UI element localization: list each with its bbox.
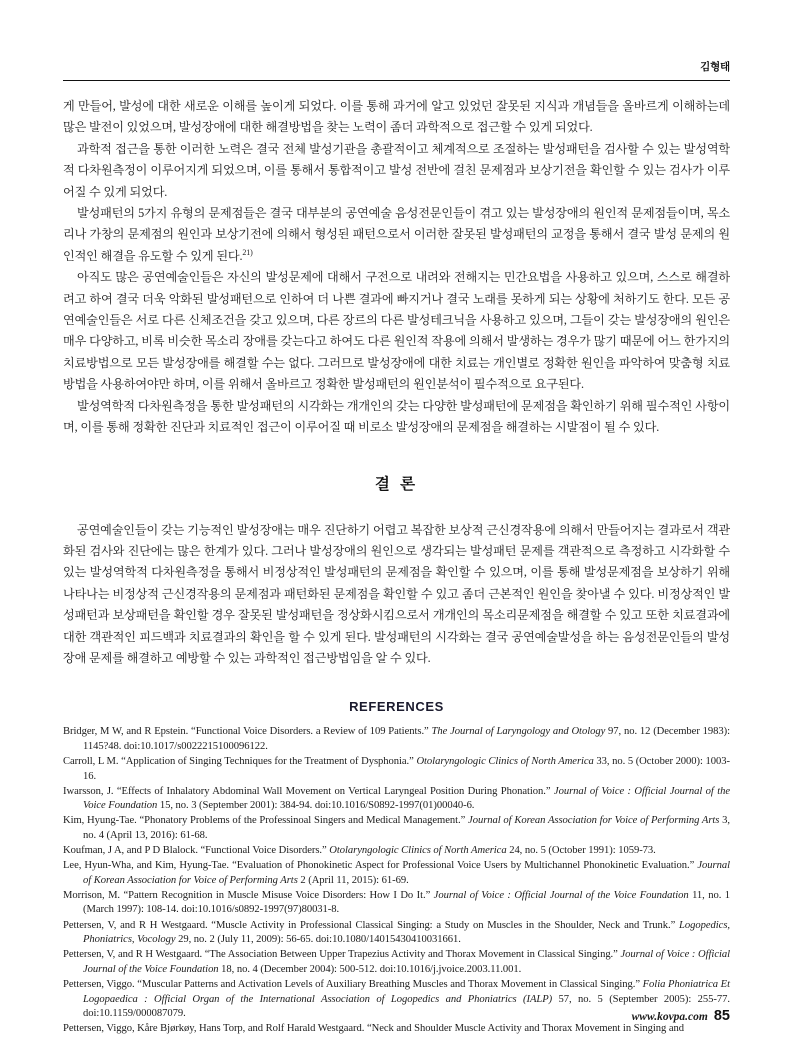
reference-superscript-marker: 21) bbox=[242, 247, 253, 257]
reference-item bbox=[63, 725, 730, 754]
reference-source-title: Otolaryngologic Clinics of North America bbox=[329, 845, 507, 857]
reference-citation-detail: 29, no. 2 (July 11, 2009): 56-65. doi:10.1080/14015430410031661. bbox=[175, 934, 461, 946]
body-paragraph-3-text: 발성패턴의 5가지 유형의 문제점들은 결국 대부분의 공연예술 음성전문인들이 겪고 있는 발성장애의 원인적 문제점들이며, 목소리나 가창의 문제점의 원인과 보상기전에 의해서 형성된 패턴으로서 이러한 잘못된 발성패턴의 교정을 통해서 결국 발성 문제의 원인적인 해결을 유도할 수 있게 된다. bbox=[63, 206, 730, 263]
reference-citation-detail: 97, no. 12 (December 1983): 1145?48. doi:10.1017/s0022215100096122. bbox=[83, 726, 730, 752]
reference-text: Koufman, J A, and P D Blalock. “Functional Voice Disorders.” bbox=[63, 845, 330, 857]
reference-text: Carroll, L M. “Application of Singing Techniques for the Treatment of Dysphonia.” bbox=[63, 756, 417, 768]
footer-website: www.kovpa.com bbox=[631, 1011, 708, 1023]
reference-source-title: Folia Phoniatrica Et Logopaedica : Official Organ of the International Association of Logopedics and Phoniatrics (IALP) bbox=[83, 978, 730, 1005]
reference-citation-detail: 15, no. 3 (September 2001): 384-94. doi:10.1016/S0892-1997(01)00040-6. bbox=[157, 800, 475, 812]
reference-item bbox=[63, 889, 730, 918]
body-paragraph-5: 발성역학적 다차원측정을 통한 발성패턴의 시각화는 개개인의 갖는 다양한 발성패턴에 문제점을 확인하기 위해 필수적인 사항이며, 이를 통해 정확한 진단과 치료적인 접근이 이루어질 때 비로소 발성장애의 문제점을 해결하는 시발점이 될 수 있다. bbox=[63, 398, 730, 435]
reference-text: Kim, Hyung-Tae. “Phonatory Problems of the Professinoal Singers and Medical Management.” bbox=[63, 815, 469, 827]
reference-item bbox=[63, 978, 730, 1022]
reference-item bbox=[63, 844, 730, 859]
reference-item bbox=[63, 919, 730, 948]
reference-source-title: The Journal of Laryngology and Otology bbox=[431, 726, 606, 738]
running-head bbox=[63, 60, 730, 84]
reference-text: Pettersen, V, and R H Westgaard. “The Association Between Upper Trapezius Activity and Thorax Movement in Classical Singing.” bbox=[63, 949, 621, 961]
reference-list bbox=[63, 725, 730, 1036]
reference-source-title: Logopedics, Phoniatrics, Vocology bbox=[83, 919, 730, 946]
conclusion-paragraph: 공연예술인들이 갖는 기능적인 발성장애는 매우 진단하기 어렵고 복잡한 보상적 근신경작용에 의해서 만들어지는 결과로서 객관화된 검사와 진단에는 많은 한계가 있다. 그러나 발성장애의 원인으로 생각되는 발성패턴 문제를 객관적으로 측정하고 시각화할 수 있는 발성역학적 다차원측정을 통해서 비정상적인 발성패턴의 문제점을 확인할 수 있으며, 이를 통해 발성문제점을 보상하기 위해 나타나는 비정상적 근신경작용의 문제점과 패턴화된 문제점을 확인할 수 있고 좀더 근본적인 원인을 찾아낼 수 있다. 비정상적인 발성패턴과 보상패턴을 확인할 경우 잘못된 발성패턴을 정상화시킴으로서 개개인의 목소리문제점을 해결할 수 있고 또한 치료결과에 대한 객관적인 피드백과 치료결과의 확인을 할 수 있게 된다. 발성패턴의 시각화는 결국 공연예술발성을 하는 음성전문인들의 발성장애 문제를 해결하고 예방할 수 있는 과학적인 접근방법임을 알 수 있다. bbox=[63, 522, 730, 665]
body-paragraph-1: 게 만들어, 발성에 대한 새로운 이해를 높이게 되었다. 이를 통해 과거에 알고 있었던 잘못된 지식과 개념들을 올바르게 이해하는데 많은 발전이 있었으며, 발성장애에 대한 해결방법을 찾는 노력이 좀더 과학적으로 접근할 수 있게 되었다. bbox=[63, 99, 730, 135]
body-paragraph-3 bbox=[63, 203, 730, 267]
reference-text: Bridger, M W, and R Epstein. “Functional Voice Disorders. a Review of 109 Patients.” bbox=[63, 726, 432, 738]
reference-citation-detail: 18, no. 4 (December 2004): 500-512. doi:10.1016/j.jvoice.2003.11.001. bbox=[218, 963, 522, 975]
reference-citation-detail: 11, no. 1 (March 1997): 108-14. doi:10.1016/s0892-1997(97)80031-8. bbox=[83, 889, 730, 916]
footer-page-number: 85 bbox=[713, 1008, 730, 1024]
reference-text: Morrison, M. “Pattern Recognition in Muscle Misuse Voice Disorders: How I Do It.” bbox=[63, 889, 434, 901]
references-heading: REFERENCES bbox=[349, 699, 444, 715]
reference-item bbox=[63, 1022, 730, 1037]
reference-citation-detail: 33, no. 5 (October 2000): 1003-16. bbox=[83, 756, 731, 782]
reference-text: Pettersen, Viggo, Kåre Bjørkøy, Hans Torp, and Rolf Harald Westgaard. “Neck and Shoulder Muscle Activity and Thorax Movement in Singing and bbox=[63, 1023, 685, 1035]
reference-citation-detail: 57, no. 5 (September 2005): 255-77. doi:10.1159/000087079. bbox=[83, 993, 730, 1020]
reference-text: Iwarsson, J. “Effects of Inhalatory Abdominal Wall Movement on Vertical Laryngeal Position During Phonation.” bbox=[63, 785, 554, 797]
reference-text: Pettersen, V, and R H Westgaard. “Muscle Activity in Professional Classical Singing: a Study on Muscles in the Shoulder, Neck and Trunk.” bbox=[63, 919, 680, 931]
reference-text: Lee, Hyun-Wha, and Kim, Hyung-Tae. “Evaluation of Phonokinetic Aspect for Professional Voice Users by Multichannel Phonokinetic Evaluation.” bbox=[63, 860, 698, 872]
conclusion-heading: 결 론 bbox=[374, 475, 419, 493]
reference-citation-detail: 24, no. 5 (October 1991): 1059-73. bbox=[506, 845, 656, 857]
reference-item bbox=[63, 785, 730, 814]
reference-citation-detail: 3, no. 4 (April 13, 2016): 61-68. bbox=[83, 815, 731, 841]
reference-item bbox=[63, 755, 730, 784]
running-head-author: 김형태 bbox=[700, 61, 730, 73]
page-footer bbox=[632, 1008, 730, 1024]
reference-item bbox=[63, 859, 730, 888]
reference-source-title: Journal of Voice : Official Journal of the Voice Foundation bbox=[433, 889, 689, 901]
body-paragraph-4: 아직도 많은 공연예술인들은 자신의 발성문제에 대해서 구전으로 내려와 전해지는 민간요법을 사용하고 있으며, 스스로 해결하려고 하여 결국 더욱 악화된 발성패턴으로 인하여 더 나쁜 결과에 빠지거나 결국 노래를 못하게 되는 상황에 처하기도 한다. 모든 공연예술인들은 서로 다른 신체조건을 갖고 있으며, 다른 장르의 다른 발성테크닉을 사용하고 있으며, 그들이 갖는 발성장애의 원인은 매우 다양하고, 비록 비슷한 목소리 장애를 갖는다고 하여도 다른 원인적 작용에 의해서 발생하는 경우가 많기 때문에 어느 한가지의 치료방법으로 모든 발성장애를 해결할 수는 없다. 그러므로 발성장애에 대한 치료는 개인별로 정확한 원인을 파악하여 맞춤형 치료방법을 사용하여야만 하며, 이를 위해서 올바르고 정확한 발성패턴의 원인분석이 필수적으로 요구된다. bbox=[63, 270, 730, 392]
running-head-rule bbox=[63, 80, 730, 81]
reference-item bbox=[63, 814, 730, 843]
body-paragraph-2: 과학적 접근을 통한 이러한 노력은 결국 전체 발성기관을 총괄적이고 체계적으로 조절하는 발성패턴을 검사할 수 있는 발성역학적 다차원측정이 이루어지게 되었으며, 이를 통해서 통합적이고 발성 전반에 걸친 문제점과 보상기전을 확인할 수 있는 검사가 이루어질 수 있게 되었다. bbox=[63, 141, 730, 199]
reference-source-title: Journal of Korean Association for Voice of Performing Arts bbox=[468, 815, 720, 827]
content-column bbox=[63, 96, 730, 1037]
reference-source-title: Journal of Voice : Official Journal of the Voice Foundation bbox=[83, 949, 730, 975]
reference-citation-detail: 2 (April 11, 2015): 61-69. bbox=[297, 874, 409, 886]
reference-source-title: Journal of Voice : Official Journal of the Voice Foundation bbox=[83, 785, 730, 812]
reference-source-title: Otolaryngologic Clinics of North America bbox=[416, 756, 594, 768]
reference-source-title: Journal of Korean Association for Voice of Performing Arts bbox=[83, 860, 730, 886]
reference-text: Pettersen, Viggo. “Muscular Patterns and Activation Levels of Auxiliary Breathing Muscles and Thorax Movement in Classical Singing.” bbox=[63, 978, 643, 990]
reference-item bbox=[63, 948, 730, 977]
